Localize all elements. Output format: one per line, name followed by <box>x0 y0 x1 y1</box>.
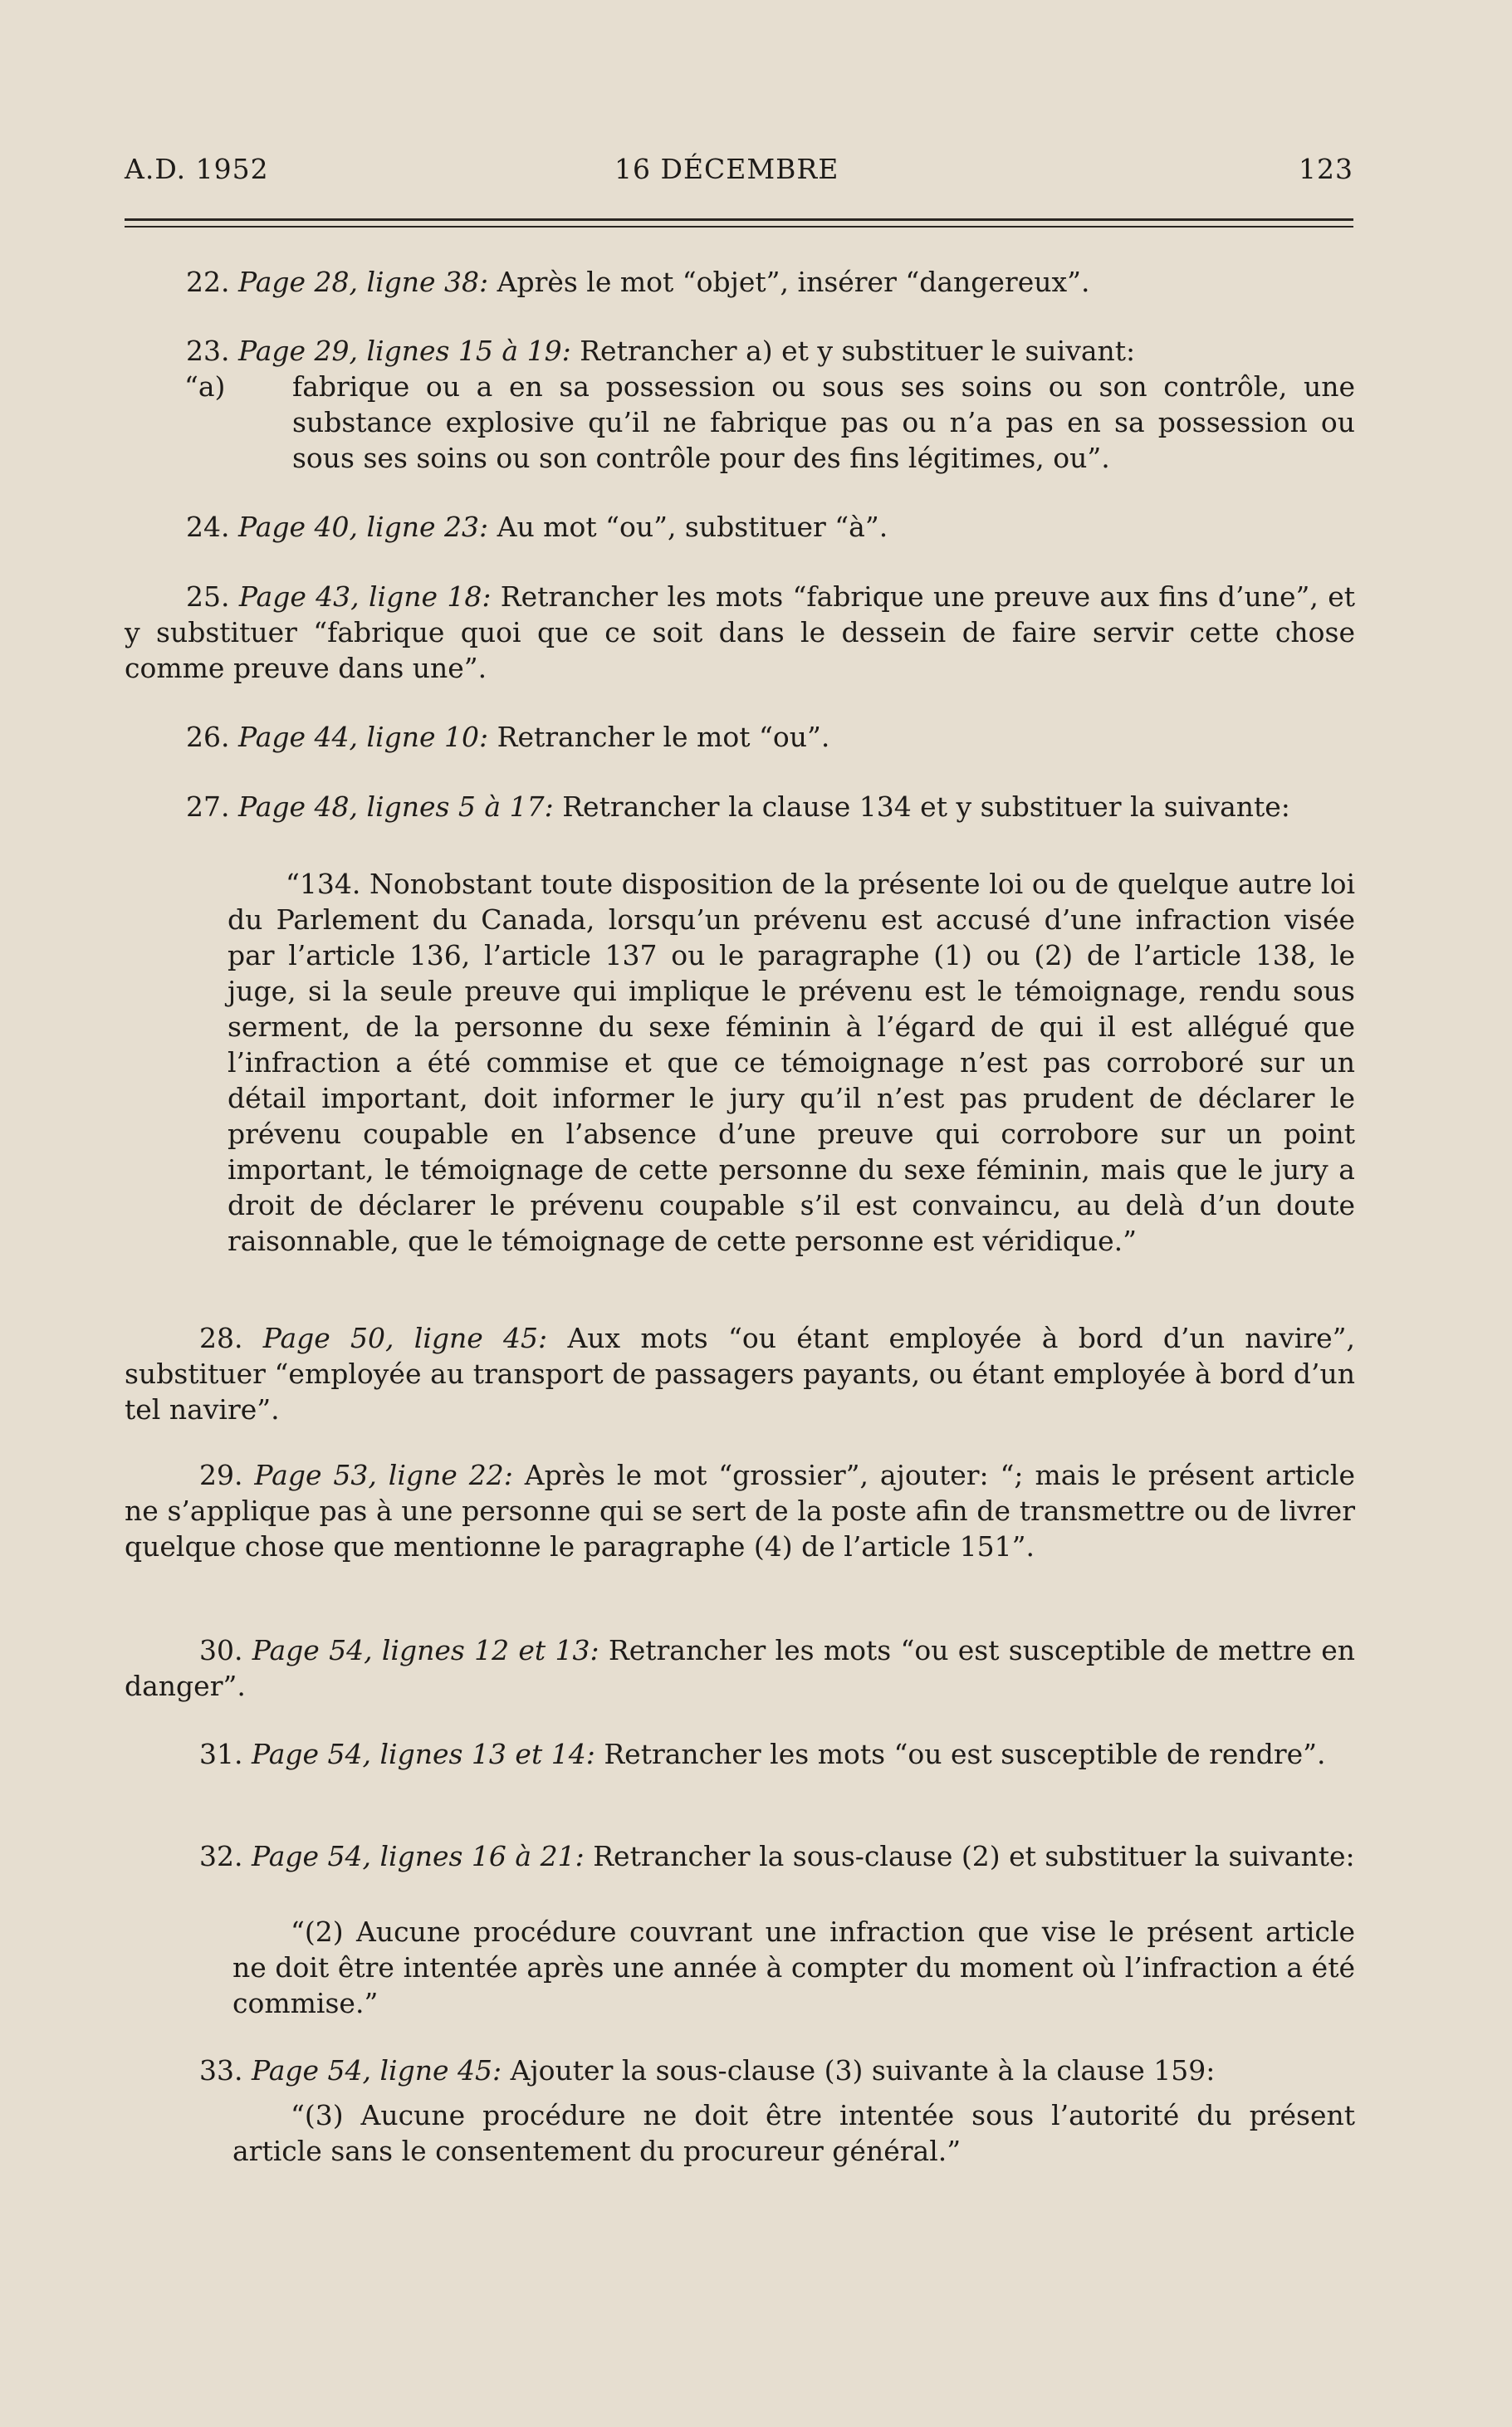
item-text: Retrancher les mots “ou est susceptible de rendre”. <box>604 1738 1326 1770</box>
item-reference: Page 28, ligne 38: <box>237 266 489 298</box>
page-header <box>125 153 1353 193</box>
item-number: 28. <box>199 1322 243 1354</box>
header-page-number: 123 <box>1299 153 1353 185</box>
item-reference: Page 40, ligne 23: <box>237 511 489 543</box>
item-number: 31. <box>199 1738 243 1770</box>
item-number: 33. <box>199 2054 243 2087</box>
item-number: 32. <box>199 1840 243 1872</box>
item-text: Retrancher le mot “ou”. <box>497 721 830 753</box>
item-reference: Page 54, ligne 45: <box>251 2054 502 2087</box>
amendment-24 <box>125 509 1355 545</box>
quote-text: “(2) Aucune procédure couvrant une infraction que vise le présent article ne doit être intentée après une année à compter du moment où l’infraction a été commise.” <box>232 1916 1355 2019</box>
amendment-31 <box>125 1736 1355 1772</box>
sub-paragraph-label: “a) <box>184 370 226 403</box>
amendment-28 <box>125 1320 1355 1427</box>
item-number: 29. <box>199 1459 243 1491</box>
item-number: 24. <box>186 511 230 543</box>
amendment-33 <box>125 2053 1355 2088</box>
item-text: Retrancher a) et y substituer le suivant: <box>580 335 1136 367</box>
item-text: Retrancher la sous-clause (2) et substituer la suivante: <box>593 1840 1355 1872</box>
item-number: 30. <box>199 1634 243 1666</box>
amendment-27 <box>125 789 1355 824</box>
item-reference: Page 29, lignes 15 à 19: <box>237 335 571 367</box>
added-subclause-3 <box>232 2097 1355 2169</box>
substituted-clause-134 <box>228 866 1355 1259</box>
amendment-30 <box>125 1632 1355 1704</box>
quote-text: “(3) Aucune procédure ne doit être intentée sous l’autorité du présent article sans le consentement du procureur général.” <box>232 2099 1355 2167</box>
amendment-23 <box>125 333 1355 369</box>
item-reference: Page 54, lignes 13 et 14: <box>251 1738 595 1770</box>
item-reference: Page 50, ligne 45: <box>262 1322 548 1354</box>
item-text: Retrancher les mots “ou est susceptible de mettre en danger”. <box>125 1634 1355 1702</box>
item-reference: Page 54, lignes 16 à 21: <box>251 1840 585 1872</box>
amendment-25 <box>125 579 1355 686</box>
amendment-29 <box>125 1457 1355 1564</box>
item-number: 25. <box>186 580 230 613</box>
header-year: A.D. 1952 <box>125 153 269 185</box>
amendment-26 <box>125 719 1355 755</box>
item-text: Aux mots “ou étant employée à bord d’un navire”, substituer “employée au transport de passagers payants, ou étant employée à bord d’un tel navire”. <box>125 1322 1356 1426</box>
item-reference: Page 48, lignes 5 à 17: <box>237 790 554 823</box>
item-text: Après le mot “grossier”, ajouter: “; mais le présent article ne s’applique pas à une personne qui se sert de la poste afin de transmettre ou de livrer quelque chose que mentionne le paragraphe (4) de l’article 151”. <box>125 1459 1356 1563</box>
substituted-subclause-2 <box>232 1914 1355 2021</box>
item-number: 26. <box>186 721 230 753</box>
item-reference: Page 43, ligne 18: <box>238 580 492 613</box>
item-text: Ajouter la sous-clause (3) suivante à la clause 159: <box>510 2054 1216 2087</box>
item-text: Retrancher les mots “fabrique une preuve aux fins d’une”, et y substituer “fabrique quoi que ce soit dans le dessein de faire servir cette chose comme preuve dans une”. <box>125 580 1355 684</box>
header-rule-bottom <box>125 226 1353 228</box>
header-rule-top <box>125 218 1353 221</box>
item-text: Retrancher la clause 134 et y substituer la suivante: <box>562 790 1290 823</box>
item-text: Au mot “ou”, substituer “à”. <box>497 511 888 543</box>
item-reference: Page 44, ligne 10: <box>237 721 489 753</box>
amendment-22 <box>125 264 1355 300</box>
item-number: 22. <box>186 266 230 298</box>
item-number: 27. <box>186 790 230 823</box>
item-reference: Page 53, ligne 22: <box>254 1459 513 1491</box>
item-reference: Page 54, lignes 12 et 13: <box>252 1634 599 1666</box>
amendment-32 <box>125 1838 1355 1874</box>
item-number: 23. <box>186 335 230 367</box>
item-text: Après le mot “objet”, insérer “dangereux”. <box>497 266 1090 298</box>
quote-text: “134. Nonobstant toute disposition de la présente loi ou de quelque autre loi du Parlement du Canada, lorsqu’un prévenu est accusé d’une infraction visée par l’article 136, l’article 137 ou le paragraphe (1) ou (2) de l’article 138, le juge, si la seule preuve qui implique le prévenu est le témoignage, rendu sous serment, de la personne du sexe féminin à l’égard de qui il est allégué que l’infraction a été commise et que ce témoignage n’est pas corroboré sur un détail important, doit informer le jury qu’il n’est pas prudent de déclarer le prévenu coupable en l’absence d’une preuve qui corrobore sur un point important, le témoignage de cette personne du sexe féminin, mais que le jury a droit de déclarer le prévenu coupable s’il est convaincu, au delà d’un doute raisonnable, que le témoignage de cette personne est véridique.” <box>228 868 1355 1257</box>
header-date: 16 DÉCEMBRE <box>614 153 839 185</box>
sub-paragraph-text: fabrique ou a en sa possession ou sous ses soins ou son contrôle, une substance explosive qu’il ne fabrique pas ou n’a pas en sa possession ou sous ses soins ou son contrôle pour des fins légitimes, ou”. <box>292 370 1355 474</box>
